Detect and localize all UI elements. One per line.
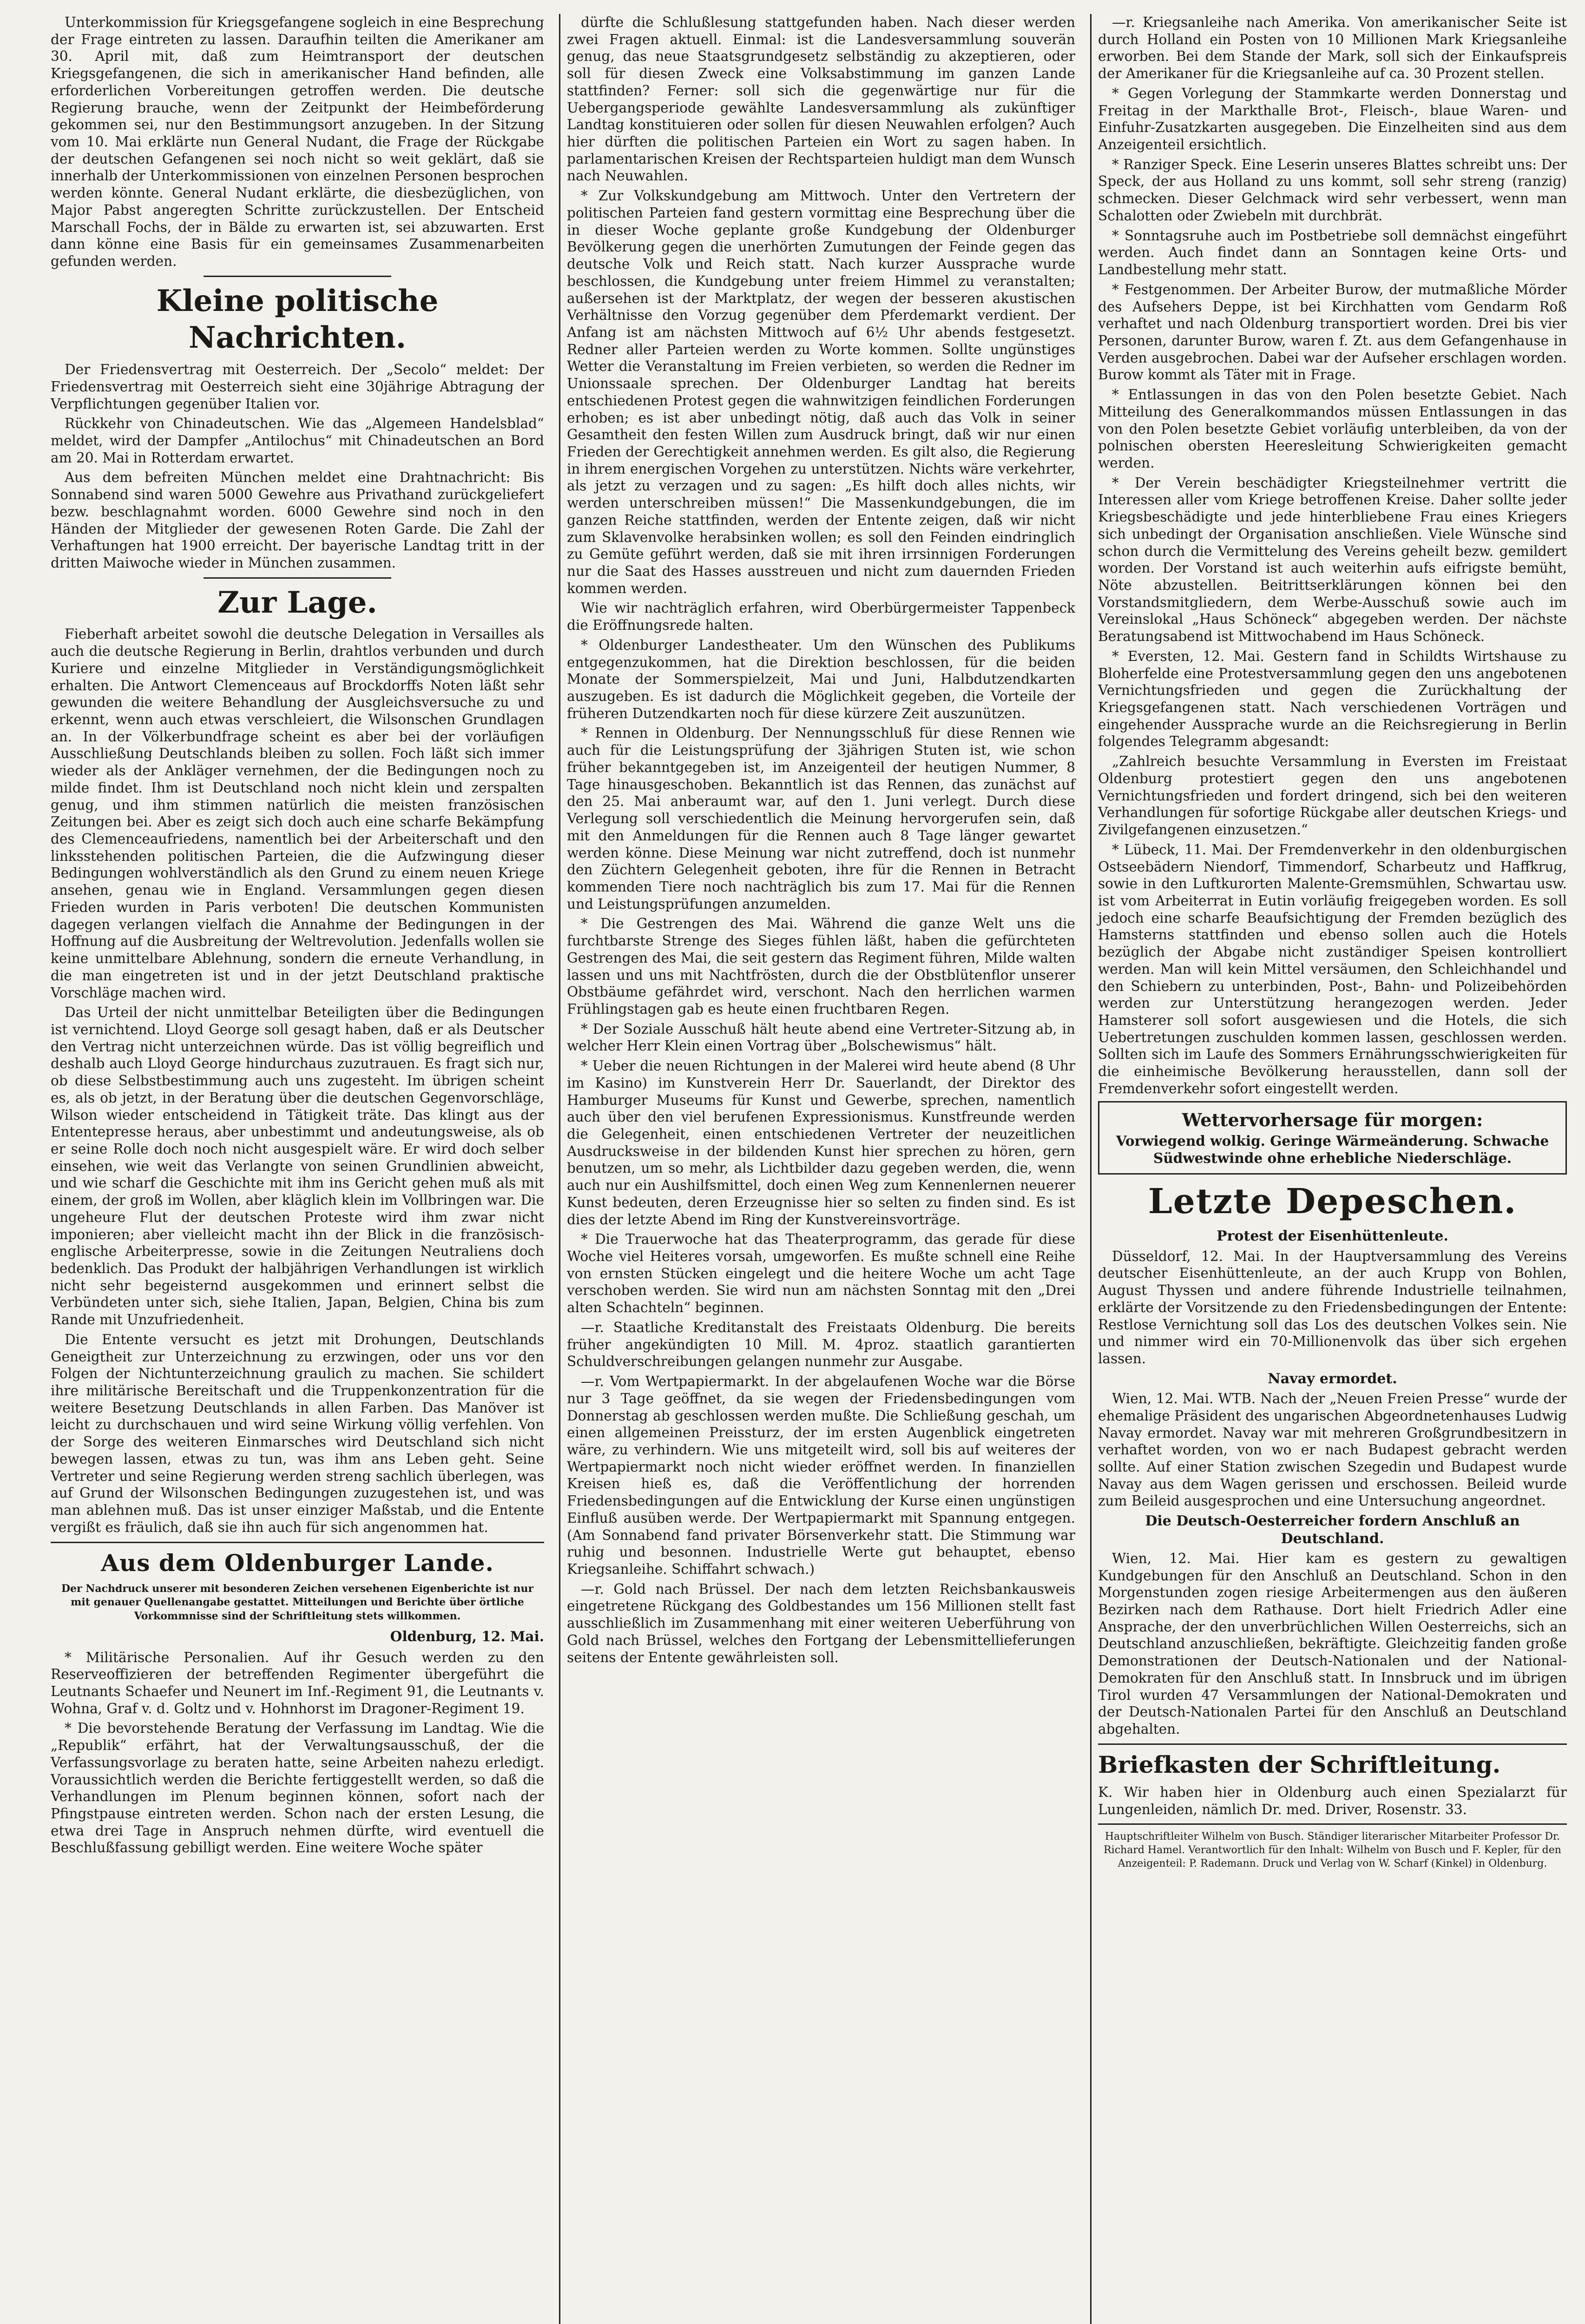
dateline: Oldenburg, 12. Mai. — [390, 1628, 544, 1644]
column-1 — [44, 14, 551, 2324]
weather-text: Vorwiegend wolkig. Geringe Wärmeänderung. Schwache Südwestwinde ohne erhebliche Niederschläge. — [1116, 1132, 1549, 1166]
divider — [1098, 1743, 1567, 1745]
divider — [204, 577, 391, 579]
paragraph: * Zur Volkskundgebung am Mittwoch. Unter den Vertretern der politischen Parteien fand gestern vormittag eine Besprechung über die in dieser Woche geplante große Kundgebung der Oldenburger Bevölkerung gegen die unerhörten Zumutungen der Feinde gegen das deutsche Volk und Reich statt. Nach kurzer Aussprache wurde beschlossen, die Kundgebung unter freiem Himmel zu veranstalten; außersehen ist der Marktplatz, der wegen der besseren akustischen Verhältnisse den Vorzug gegenüber dem Pferdemarkt verdient. Der Anfang ist am nächsten Mittwoch auf 6½ Uhr abends festgesetzt. Redner aller Parteien werden zu Worte kommen. Sollte ungünstiges Wetter die Veranstaltung im Freien verbieten, so werden die Redner im Unionssaale sprechen. Der Oldenburger Landtag hat bereits entschiedenen Protest gegen die wahnwitzigen feindlichen Forderungen erhoben; es ist aber unbedingt nötig, daß auch das Volk in seiner Gesamtheit den festen Willen zum Ausdruck bringt, daß wir nur einen Frieden der Gerechtigkeit annehmen werden. Es gilt also, die Regierung in ihrem energischen Vorgehen zu unterstützen. Nichts wäre verkehrter, als jetzt zu verzagen und zu sagen: „Es hilft doch alles nichts, wir werden unterschreiben müssen!“ Die Massenkundgebungen, die im ganzen Reiche stattfinden, werden der Entente zeigen, daß wir nicht zum Sklavenvolke herabsinken wollen; es soll den Feinden eindringlich zu Gemüte geführt werden, daß sie mit ihren irrsinnigen Forderungen nur die Saat des Hasses ausstreuen und nicht zum dauernden Frieden kommen werden. — [567, 188, 1075, 596]
paragraph: Wien, 12. Mai. WTB. Nach der „Neuen Freien Presse“ wurde der ehemalige Präsident des ungarischen Abgeordnetenhauses Ludwig Navay ermordet. Navay war mit mehreren Großgrundbesitzern in verhaftet worden, von wo er nach Budapest gebracht werden sollte. Auf einer Station zwischen Szegedin und Budapest wurde Navay aus dem Wagen gerissen und erschossen. Beileid wurde zum Beileid ausgesprochen und eine Untersuchung angeordnet. — [1098, 1391, 1567, 1509]
heading-oldenburger-lande: Aus dem Oldenburger Lande. — [101, 1549, 494, 1577]
divider — [51, 1542, 544, 1543]
paragraph: * Der Soziale Ausschuß hält heute abend eine Vertreter-Sitzung ab, in welcher Herr Klein einen Vortrag über „Bolschewismus“ hält. — [567, 1021, 1075, 1054]
paragraph: * Gegen Vorlegung der Stammkarte werden Donnerstag und Freitag in der Markthalle Brot-, Fleisch-, blaue Waren- und Einfuhr-Zusatzkarten ausgegeben. Die Einzelheiten sind aus dem Anzeigenteil ersichtlich. — [1098, 85, 1567, 153]
local-news-text — [567, 14, 1075, 1666]
paragraph: Die Entente versucht es jetzt mit Drohungen, Deutschlands Geneigtheit zur Unterzeichnung zu erzwingen, oder uns vor den Folgen der Nichtunterzeichnung graulich zu machen. Sie schildert ihre militärische Bereitschaft und die Truppenkonzentration für die weitere Besetzung Deutschlands in allen Farben. Das Manöver ist leicht zu durchschauen und wird seine Wirkung völlig verfehlen. Von der Sorge des weiteren Einmarsches wird Deutschland sich nicht bewegen lassen, etwas zu tun, was ihm ans Leben geht. Seine Vertreter und seine Regierung werden streng sachlich überlegen, was auf Grund der Wilsonschen Bedingungen zuzugestehen ist, und was man ablehnen muß. Das ist unser einziger Maßstab, und die Entente vergißt es fräulich, daß sie ihn auch für sich angenommen hat. — [51, 1331, 544, 1535]
paragraph: —r. Gold nach Brüssel. Der nach dem letzten Reichsbankausweis eingetretene Rückgang des Goldbestandes um 156 Millionen stellt fast ausschließlich im Zusammenhang mit einer weiteren Ueberführung von Gold nach Brüssel, welches den Fortgang der Lebensmittellieferungen seitens der Entente gewährleisten soll. — [567, 1581, 1075, 1665]
column-3 — [1090, 14, 1573, 2324]
lande-text — [51, 1649, 544, 1857]
heading-briefkasten: Briefkasten der Schriftleitung. — [1098, 1750, 1501, 1778]
lage-text — [51, 626, 544, 1536]
subheading: Protest der Eisenhüttenleute. — [1217, 1228, 1448, 1245]
heading-politics: Kleine politische Nachrichten. — [156, 283, 439, 356]
paragraph: Wie wir nachträglich erfahren, wird Oberbürgermeister Tappenbeck die Eröffnungsrede halten. — [567, 600, 1075, 634]
paragraph: Düsseldorf, 12. Mai. In der Hauptversammlung des Vereins deutscher Eisenhüttenleute, an der auch Krupp von Bohlen, August Thyssen und andere führende Industrielle teilnahmen, erklärte der Vorsitzende zu den Friedensbedingungen der Entente: Restlose Vernichtung soll das Los des deutschen Volkes sein. Nie und nimmer wird ein 70-Millionenvolk das über sich ergehen lassen. — [1098, 1248, 1567, 1367]
paragraph: * Die Gestrengen des Mai. Während die ganze Welt uns die furchtbarste Strenge des Sieges fühlen läßt, haben die gefürchteten Gestrengen des Mai, die seit gestern das Regiment führen, Milde walten lassen und uns mit Nachtfrösten, durch die der Obstblütenflor unserer Obstbäume gefährdet wird, verschont. Nach den herrlichen warmen Frühlingstagen gab es heute einen fruchtbaren Regen. — [567, 916, 1075, 1017]
subheading: Die Deutsch-Oesterreicher fordern Anschluß an Deutschland. — [1145, 1513, 1520, 1547]
paragraph: Das Urteil der nicht unmittelbar Beteiligten über die Bedingungen ist vernichtend. Lloyd George soll gesagt haben, daß er als Deutscher den Vertrag nicht unterzeichnen würde. Das ist völlig begreiflich und deshalb auch Lloyd George hindurchaus zuzutrauen. Es fragt sich nur, ob diese Selbstbestimmung auch uns zugesteht. Im übrigen scheint es, als ob jetzt, in der Beratung über die deutschen Gegenvorschläge, Wilson wieder entscheidend in Tätigkeit träte. Das klingt aus der Ententepresse heraus, aber unbestimmt und andeutungsweise, als ob er seine Rolle doch noch nicht ausgespielt wäre. Er wird doch selber einsehen, wie weit das Verlangte von seinen Grundlinien abweicht, und wie scharf die Geschichte mit ihm ins Gericht gehen muß als mit einem, der groß im Wollen, aber kläglich klein im Vollbringen war. Die ungeheure Flut der deutschen Proteste wird ihm zwar nicht imponieren; aber vielleicht macht ihn der Blick in die französisch-englische Arbeiterpresse, sowie in die Zeitungen Neutraliens doch bedenklich. Das Produkt der halbjährigen Verhandlungen ist wirklich nicht sehr begeisternd ausgekommen und erinnert selbst die Verbündeten unter sich, siehe Italien, Japan, Belgien, China bis zum Rande mit Unzufriedenheit. — [51, 1004, 544, 1328]
dispatch-text — [1098, 1390, 1567, 1510]
heading-depeschen: Letzte Depeschen. — [1148, 1182, 1517, 1222]
paragraph: Aus dem befreiten München meldet eine Drahtnachricht: Bis Sonnabend sind waren 5000 Gewehre aus Privathand zurückgeliefert bezw. beschlagnahmt worden. 6000 Gewehre sind noch in den Händen der Mitglieder der gewesenen Roten Garde. Die Zahl der Verhaftungen hat 1900 erreicht. Der bayerische Landtag tritt in der dritten Maiwoche wieder in München zusammen. — [51, 469, 544, 571]
paragraph: * Lübeck, 11. Mai. Der Fremdenverkehr in den oldenburgischen Ostseebädern Niendorf, Timmendorf, Scharbeutz und Haffkrug, sowie in den Luftkurorten Malente-Gremsmühlen, Schwartau usw. ist vom Arbeiterrat in Eutin vorläufig freigegeben worden. Es soll jedoch eine scharfe Beaufsichtigung der Fremden bezüglich des Hamsterns stattfinden und ebenso sollen auch die Hotels bezüglich der Abgabe nicht zuständiger Speisen kontrolliert werden. Man will kein Mittel versäumen, den Schleichhandel und den Schiebern zu unterbinden, Post-, Bahn- und Polizeibehörden werden zur Unterstützung herangezogen werden. Jeder Hamsterer soll sofort ausgewiesen und die Hotels, die sich Uebertretungen zuschulden kommen lassen, geschlossen werden. Sollten sich im Laufe des Sommers Ernährungsschwierigkeiten für die einheimische Bevölkerung herausstellen, dann soll der Fremdenverkehr sofort eingestellt werden. — [1098, 841, 1567, 1096]
weather-box — [1098, 1101, 1567, 1175]
divider — [1098, 1823, 1567, 1825]
paragraph: dürfte die Schlußlesung stattgefunden haben. Nach dieser werden zwei Fragen aktuell. Einmal: ist die Landesversammlung souverän genug, das neue Staatsgrundgesetz selbständig zu akzeptieren, oder soll für diesen Zweck eine Volksabstimmung im ganzen Lande stattfinden? Ferner: soll sich die gegenwärtige nur für die Uebergangsperiode gewählte Landesversammlung als zukünftiger Landtag konstituieren oder sollen für diesen Neuwahlen erfolgen? Auch hier dürften die politischen Parteien ein Wort zu sagen haben. In parlamentarischen Kreisen der Rechtsparteien huldigt man dem Wunsch nach Neuwahlen. — [567, 14, 1075, 184]
paragraph: * Der Verein beschädigter Kriegsteilnehmer vertritt die Interessen aller vom Kriege betroffenen Kreise. Daher sollte jeder Kriegsbeschädigte und jede hinterbliebene Frau eines Kriegers sich unbedingt der Organisation anschließen. Viele Wünsche sind schon durch die Vermittelung des Vereins geheilt bezw. gemildert worden. Der Vorstand ist auch weiterhin aufs eifrigste bemüht, Nöte abzustellen. Beitrittserklärungen können bei den Vorstandsmitgliedern, dem Werbe-Ausschuß sowie auch im Vereinslokal „Haus Schöneck“ abgegeben werden. Der nächste Beratungsabend ist Mittwochabend im Haus Schöneck. — [1098, 475, 1567, 645]
paragraph: * Ranziger Speck. Eine Leserin unseres Blattes schreibt uns: Der Speck, der aus Holland zu uns kommt, soll sehr streng (ranzig) schmecken. Dieser Gelchmack wird sehr verbessert, wenn man Schalotten oder Zwiebeln mit durchbrät. — [1098, 156, 1567, 224]
paragraph: * Ueber die neuen Richtungen in der Malerei wird heute abend (8 Uhr im Kasino) im Kunstverein Herr Dr. Sauerlandt, der Direktor des Hamburger Museums für Kunst und Gewerbe, sprechen, namentlich auch über den viel berufenen Expressionismus. Kunstfreunde werden die Gelegenheit, einen entschiedenen Vertreter der neuzeitlichen Ausdrucksweise in der bildenden Kunst hier sprechen zu hören, gern benutzen, um so mehr, als Lichtbilder dazu gegeben werden, die, wenn auch nur ein Aushilfsmittel, doch einen Weg zum Kennenlernen neuerer Kunst bedeuten, deren Erzeugnisse hier so selten zu finden sind. Es ist dies der letzte Abend im Ring der Kunstvereinsvorträge. — [567, 1058, 1075, 1228]
paragraph: * Die bevorstehende Beratung der Verfassung im Landtag. Wie die „Republik“ erfährt, hat der Verwaltungsausschuß, der die Verfassungsvorlage zu beraten hatte, seine Arbeiten nahezu erledigt. Voraussichtlich werden die Berichte fertiggestellt werden, so daß die Verhandlungen im Plenum beginnen können, sofort nach der Pfingstpause eintreten werden. Schon nach der ersten Lesung, die etwa drei Tage in Anspruch nehmen dürfte, wird eventuell die Beschlußfassung gebilligt werden. Eine weitere Woche später — [51, 1720, 544, 1856]
paragraph: —r. Vom Wertpapiermarkt. In der abgelaufenen Woche war die Börse nur 3 Tage geöffnet, da sie wegen der Friedensbedingungen vom Donnerstag ab geschlossen werden mußte. Die Schließung geschah, um einen allgemeinen Preissturz, der im ersten Augenblick eingetreten wäre, zu verhindern. Wie uns mitgeteilt wird, soll bis auf weiteres der Wertpapiermarkt noch nicht wieder eröffnet werden. In finanziellen Kreisen hieß es, daß die Veröffentlichung der horrenden Friedensbedingungen auf die Entwicklung der Kurse einen ungünstigen Einfluß ausüben werde. Der Wertpapiermarkt mit Spannung entgegen. (Am Sonnabend fand privater Börsenverkehr statt. Die Stimmung war ruhig und besonnen. Industrielle Werte gut behauptet, ebenso Kriegsanleihe. Schiffahrt schwach.) — [567, 1373, 1075, 1577]
paragraph: * Oldenburger Landestheater. Um den Wünschen des Publikums entgegenzukommen, hat die Direktion beschlossen, für die beiden Monate der Sommerspielzeit, Mai und Juni, Halbdutzendkarten auszugeben. Es ist dadurch die Möglichkeit gegeben, die Vorteile der früheren Dutzendkarten noch für diese kürzere Zeit auszunützen. — [567, 637, 1075, 721]
paragraph: * Festgenommen. Der Arbeiter Burow, der mutmaßliche Mörder des Aufsehers Deppe, ist bei Kirchhatten vom Gendarm Roß verhaftet und nach Oldenburg transportiert worden. Drei bis vier Personen, darunter Burow, waren f. Zt. aus dem Gefangenhause in Verden ausgebrochen. Dabei war der Aufseher erschlagen worden. Burow kommt als Täter mit in Frage. — [1098, 281, 1567, 383]
heading-lage: Zur Lage. — [217, 585, 377, 620]
paragraph: * Entlassungen in das von den Polen besetzte Gebiet. Nach Mitteilung des Generalkommandos müssen Entlassungen in das von den Polen besetzte Gebiet vorläufig unterbleiben, da von der polnischen obersten Heeresleitung Schwierigkeiten gemacht werden. — [1098, 387, 1567, 471]
paragraph: Rückkehr von Chinadeutschen. Wie das „Algemeen Handelsblad“ meldet, wird der Dampfer „Antilochus“ mit Chinadeutschen an Bord am 20. Mai in Rotterdam erwartet. — [51, 416, 544, 466]
paragraph: —r. Staatliche Kreditanstalt des Freistaats Oldenburg. Die bereits früher angekündigten 10 Mill. M. 4proz. staatlich garantierten Schuldverschreibungen gelangen nunmehr zur Ausgabe. — [567, 1319, 1075, 1370]
dispatch-text — [1098, 1248, 1567, 1367]
divider — [204, 276, 391, 277]
reprint-notice: Der Nachdruck unserer mit besonderen Zeichen versehenen Eigenberichte ist nur mit genauer Quellenangabe gestattet. Mitteilungen und Berichte über örtliche Vorkommnisse sind der Schriftleitung stets willkommen. — [61, 1582, 534, 1623]
subheading: Navay ermordet. — [1268, 1370, 1397, 1387]
paragraph: * Die Trauerwoche hat das Theaterprogramm, das gerade für diese Woche viel Heiteres vorsah, umgeworfen. Es mußte schnell eine Reihe von ernsten Stücken eingelegt und die heitere Woche um acht Tage verschoben werden. Sie wird nun am nächsten Sonntag mit den „Drei alten Schachteln“ beginnen. — [567, 1231, 1075, 1316]
paragraph: Unterkommission für Kriegsgefangene sogleich in eine Besprechung der Frage eintreten zu lassen. Daraufhin teilten die Amerikaner am 30. April mit, daß zum Heimtransport der deutschen Kriegsgefangenen, die sich in amerikanischer Hand befinden, alle erforderlichen Vorbereitungen getroffen werden. Die deutsche Regierung brauche, wenn der Zeitpunkt der Heimbeförderung gekommen sei, nur den Bestimmungsort anzugeben. In der Sitzung vom 10. Mai erklärte nun General Nudant, die Frage der Rückgabe der deutschen Gefangenen sei noch nicht so weit geklärt, daß sie innerhalb der Unterkommissionen von einzelnen Personen besprochen werden könnte. General Nudant erklärte, die diesbezüglichen, von Major Pabst angeregten Schritte zurückzustellen. Der Entscheid Marschall Fochs, der in Bälde zu erwarten ist, sei abzuwarten. Erst dann könne eine Basis für ein gemeinsames Zusammenarbeiten gefunden werden. — [51, 14, 544, 270]
imprint: Hauptschriftleiter Wilhelm von Busch. Ständiger literarischer Mitarbeiter Professor Dr. Richard Hamel. Verantwortlich für den Inhalt: Wilhelm von Busch und F. Kepler, für den Anzeigenteil: P. Rademann. Druck und Verlag von W. Scharf (Kinkel) in Oldenburg. — [1104, 1831, 1561, 1869]
paragraph: Der Friedensvertrag mit Oesterreich. Der „Secolo“ meldet: Der Friedensvertrag mit Oesterreich sieht eine 30jährige Abtragung der Verpflichtungen gegenüber Italien vor. — [51, 362, 544, 412]
paragraph: —r. Kriegsanleihe nach Amerika. Von amerikanischer Seite ist durch Holland ein Posten von 10 Millionen Mark Kriegsanleihe erworben. Bei dem Stande der Mark, soll sich der Einkaufspreis der Amerikaner für die Kriegsanleihe auf ca. 30 Prozent stellen. — [1098, 14, 1567, 82]
briefkasten-text: K. Wir haben hier in Oldenburg auch einen Spezialarzt für Lungenleiden, nämlich Dr. med. Driver, Rosenstr. 33. — [1098, 1784, 1567, 1817]
weather-heading: Wettervorhersage für morgen: — [1182, 1109, 1483, 1130]
paragraph: * Sonntagsruhe auch im Postbetriebe soll demnächst eingeführt werden. Auch findet dann an Sonntagen keine Orts- und Landbestellung mehr statt. — [1098, 227, 1567, 278]
paragraph: Wien, 12. Mai. Hier kam es gestern zu gewaltigen Kundgebungen für den Anschluß an Deutschland. Schon in den Morgenstunden zogen riesige Arbeitermengen aus den äußeren Bezirken nach dem Rathause. Dort hielt Friedrich Adler eine Ansprache, der den unverbrüchlichen Willen Oesterreichs, sich an Deutschland anzuschließen, bekräftigte. Gleichzeitig fanden große Demonstrationen der Deutsch-Nationalen und der National-Demokraten für den Anschluß statt. In Innsbruck und im übrigen Tirol wurden 47 Versammlungen der National-Demokraten und der Deutsch-Nationalen Partei für den Anschluß an Deutschland abgehalten. — [1098, 1550, 1567, 1737]
column-2 — [559, 14, 1082, 2324]
paragraph: „Zahlreich besuchte Versammlung in Eversten im Freistaat Oldenburg protestiert gegen den uns angebotenen Vernichtungsfrieden und fordert dringend, sich bei den weiteren Verhandlungen für sofortige Rückgabe aller deutschen Kriegs- und Zivilgefangenen einzusetzen.“ — [1098, 753, 1567, 838]
politics-text — [51, 361, 544, 572]
intro-text — [51, 14, 544, 270]
paragraph: * Rennen in Oldenburg. Der Nennungsschluß für diese Rennen wie auch für die Leistungsprüfung der 3jährigen Stuten ist, wie schon früher bekanntgegeben ist, im Anzeigenteil der heutigen Nummer, 8 Tage hinausgeschoben. Bekanntlich ist das Rennen, das zunächst auf den 25. Mai anberaumt war, auf den 1. Juni verlegt. Durch diese Verlegung soll verschiedentlich die Meinung hervorgerufen sein, daß mit den Anmeldungen für die Rennen auch 8 Tage länger gewartet werden könne. Diese Meinung war nicht zutreffend, doch ist nunmehr den Züchtern Gelegenheit geboten, ihre für die Rennen in Betracht kommenden Tiere noch nachträglich bis zum 17. Mai für die Rennen und Leistungsprüfungen anzumelden. — [567, 725, 1075, 912]
paragraph: Fieberhaft arbeitet sowohl die deutsche Delegation in Versailles als auch die deutsche Regierung in Berlin, drahtlos verbunden und durch Kuriere und einzelne Mitglieder in Verständigungsmöglichkeit erhalten. Die Antwort Clemenceaus auf Brockdorffs Noten läßt sehr gewunden die weitere Behandlung der Ausgleichsversuche zu und erkennt, wenn auch etwas verschleiert, die Wilsonschen Grundlagen an. In der Völkerbundfrage scheint es aber bei der vorläufigen Ausschließung Deutschlands bleiben zu sollen. Foch läßt sich immer wieder als der Ankläger vernehmen, der die Bedingungen noch zu milde findet. Ihm ist Deutschland noch nicht klein und zerspalten genug, und ihm stimmen natürlich die meisten französischen Zeitungen bei. Aber es zeigt sich doch auch eine scharfe Bekämpfung des Clemenceaufriedens, namentlich bei der Arbeiterschaft und den linksstehenden politischen Parteien, die die Aufzwingung dieser Bedingungen wohlverständlich als den Grund zu einem neuen Kriege ansehen, genau wie in England. Versammlungen gegen diesen Frieden wurden in Paris verboten! Die deutschen Kommunisten dagegen verlangen vielfach die Annahme der Bedingungen in der Hoffnung auf die Ausbreitung der Weltrevolution. Jedenfalls wollen sie keine unmittelbare Ablehnung, sondern die erneute Verhandlung, in die man eingetreten ist und in der jetzt Deutschland praktische Vorschläge machen wird. — [51, 626, 544, 1001]
paragraph: * Eversten, 12. Mai. Gestern fand in Schildts Wirtshause zu Bloherfelde eine Protestversammlung gegen den uns angebotenen Vernichtungsfrieden und gegen die Zurückhaltung der Kriegsgefangenen statt. Nach verschiedenen Vorträgen und eingehender Aussprache wurde an die Reichsregierung in Berlin folgendes Telegramm abgesandt: — [1098, 648, 1567, 750]
paragraph: * Militärische Personalien. Auf ihr Gesuch werden zu den Reserveoffizieren der betreffenden Regimenter übergeführt die Leutnants Schaefer und Neunert im Inf.-Regiment 91, die Leutnants v. Wohna, Graf v. d. Goltz und v. Hohnhorst im Dragoner-Regiment 19. — [51, 1649, 544, 1717]
dispatch-text — [1098, 1550, 1567, 1738]
local-news-text — [1098, 14, 1567, 1097]
